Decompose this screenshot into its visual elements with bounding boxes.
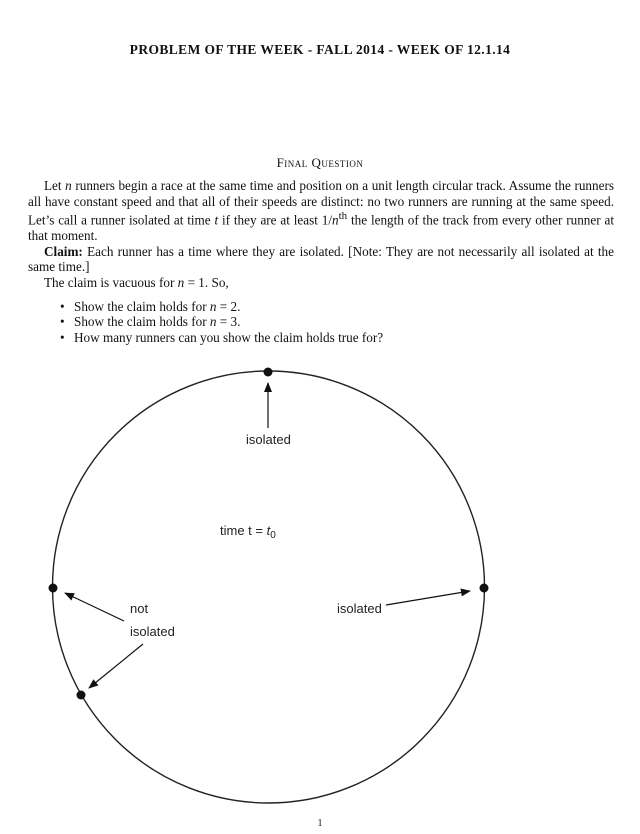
arrow-right — [386, 591, 470, 605]
var-t: t — [214, 212, 219, 228]
label-left-isolated: isolated — [130, 624, 175, 639]
label-top-isolated: isolated — [246, 432, 291, 447]
runner-right-dot — [480, 584, 489, 593]
vacuous-text-2: = 1. So, — [184, 274, 229, 290]
section-title: Final Question — [276, 155, 364, 170]
page-header: PROBLEM OF THE WEEK - FALL 2014 - WEEK OF 12.1.14 — [129, 42, 511, 57]
intro-text-1: Let — [44, 178, 66, 193]
bullet-1-text-1: Show the claim holds for — [74, 298, 210, 314]
arrow-lower-left — [89, 644, 143, 688]
bullet-1-text-2: = 2. — [216, 298, 241, 314]
intro-text-2: runners begin a race at the same time and position on a unit length circular track. Assume the runners all have constant speed and that all of their speeds are distinct: no two runners are running at the same speed. Let’s call a runner isolated at time — [28, 178, 614, 228]
time-label — [220, 523, 276, 541]
bullet-3-text: How many runners can you show the claim holds true for? — [74, 329, 384, 345]
bullet-2-var: n — [209, 314, 217, 330]
claim-label: Claim: — [44, 243, 83, 259]
runner-left-dot — [49, 584, 58, 593]
var-n: n — [65, 178, 72, 193]
time-variable: t — [266, 523, 271, 538]
label-right-isolated: isolated — [337, 601, 382, 616]
runner-lower-left-dot — [77, 691, 86, 700]
label-not: not — [130, 601, 149, 616]
var-n-3: n — [177, 274, 185, 290]
time-subscript: 0 — [270, 530, 276, 541]
claim-text: Each runner has a time where they are isolated. [Note: They are not necessarily all isolated at the same time.] — [28, 243, 614, 275]
bullet-2-text-1: Show the claim holds for — [74, 314, 210, 330]
time-label-text: time t = — [220, 523, 267, 538]
runner-top-dot — [264, 368, 273, 377]
vacuous-text-1: The claim is vacuous for — [44, 274, 178, 290]
bullet-2-text-2: = 3. — [216, 314, 241, 330]
var-n-2: n — [332, 212, 339, 228]
superscript-th: th — [338, 210, 348, 223]
bullet-1-var: n — [209, 298, 217, 314]
intro-text-3: if they are at least 1/ — [218, 212, 332, 228]
arrow-left — [65, 593, 124, 621]
page-number: 1 — [317, 818, 323, 829]
intro-text-4: the length of the track from every other runner at that moment. — [28, 212, 614, 244]
